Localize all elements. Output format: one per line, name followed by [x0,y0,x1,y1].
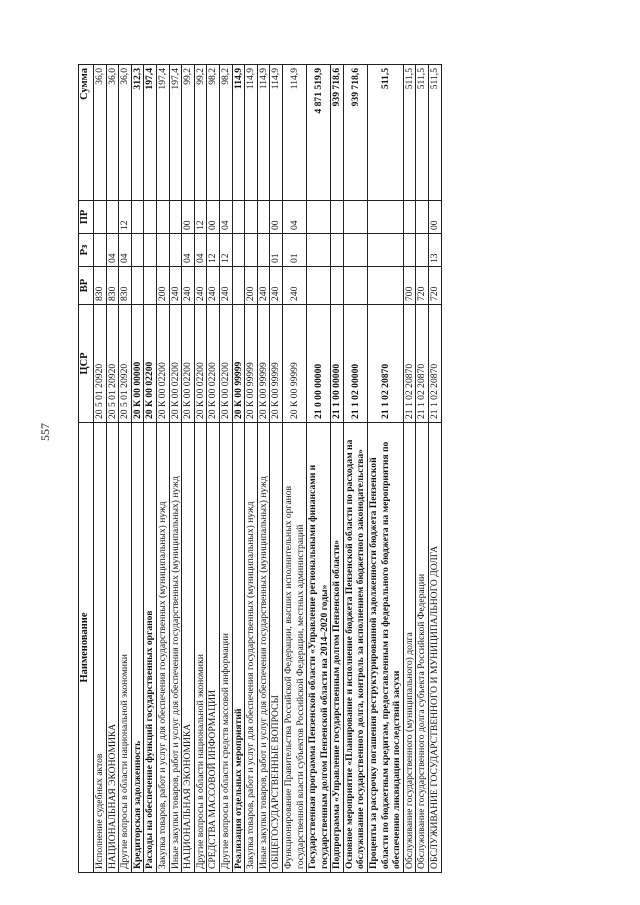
cell-csr: 20 5 01 20920 [94,305,107,423]
table-row [245,65,258,873]
table-row [403,65,416,873]
cell-rz [131,234,144,267]
cell-sum: 98,2 [219,65,232,201]
cell-rz [416,234,429,267]
cell-sum: 36,0 [119,65,132,201]
cell-rz [368,234,404,267]
table-row [416,65,429,873]
cell-csr: 20 К 00 99999 [245,305,258,423]
cell-pr [257,201,270,234]
cell-rz: 13 [429,234,442,267]
cell-name: Подпрограмма «Управление государственным долгом Пензенской области» [331,423,344,873]
table-row [219,65,232,873]
cell-vr: 830 [94,267,107,305]
cell-csr: 20 К 00 02200 [194,305,207,423]
cell-vr: 830 [106,267,119,305]
cell-name: Реализация отдельных мероприятий [232,423,245,873]
cell-csr: 21 1 02 20870 [403,305,416,423]
cell-name: Иные закупки товаров, работ и услуг для обеспечения государственных (муниципальных) нужд [169,423,182,873]
cell-pr: 00 [270,201,283,234]
cell-rz: 04 [119,234,132,267]
cell-vr [368,267,404,305]
cell-sum: 114,9 [232,65,245,201]
header-csr: ЦСР [79,305,94,423]
cell-pr [368,201,404,234]
cell-vr: 240 [219,267,232,305]
cell-vr: 240 [257,267,270,305]
cell-name: НАЦИОНАЛЬНАЯ ЭКОНОМИКА [182,423,195,873]
cell-csr: 20 К 00 02200 [156,305,169,423]
cell-pr [343,201,367,234]
cell-name: Государственная программа Пензенской области «Управление региональными финансами и государственным долгом Пензенской области на 2014–2020 годы» [307,423,331,873]
table-row [429,65,442,873]
cell-name: Закупка товаров, работ и услуг для обеспечения государственных (муниципальных) нужд [245,423,258,873]
cell-vr [144,267,157,305]
cell-name: Основное мероприятие «Планирование и исполнение бюджета Пензенской области по расходам на обслуживание государственного долга, контроль за исполнением бюджетного законодательства» [343,423,367,873]
cell-name: Обслуживание государственного (муниципального) долга [403,423,416,873]
cell-csr: 21 1 00 00000 [331,305,344,423]
table-row [282,65,306,873]
cell-pr [94,201,107,234]
table-row [257,65,270,873]
cell-sum: 114,9 [257,65,270,201]
cell-sum: 197,4 [169,65,182,201]
cell-pr: 00 [429,201,442,234]
cell-pr [106,201,119,234]
cell-pr [416,201,429,234]
table-row [106,65,119,873]
cell-sum: 939 718,6 [343,65,367,201]
table-row [144,65,157,873]
cell-csr: 20 К 00 99999 [270,305,283,423]
cell-pr [156,201,169,234]
table-header-row [79,65,94,873]
cell-rz: 04 [194,234,207,267]
cell-sum: 511,5 [416,65,429,201]
cell-rz: 04 [106,234,119,267]
cell-vr: 200 [245,267,258,305]
table-row [194,65,207,873]
table-row [307,65,331,873]
table-row [270,65,283,873]
table-row [156,65,169,873]
cell-pr [232,201,245,234]
cell-sum: 939 718,6 [331,65,344,201]
cell-name: НАЦИОНАЛЬНАЯ ЭКОНОМИКА [106,423,119,873]
cell-sum: 197,4 [156,65,169,201]
table-row [94,65,107,873]
cell-rz: 12 [219,234,232,267]
table-row [169,65,182,873]
cell-rz [331,234,344,267]
cell-rz: 04 [182,234,195,267]
cell-csr: 21 0 00 00000 [307,305,331,423]
cell-csr: 21 1 02 00000 [343,305,367,423]
cell-vr: 830 [119,267,132,305]
cell-sum: 114,9 [245,65,258,201]
cell-pr: 12 [194,201,207,234]
cell-vr: 700 [403,267,416,305]
table-row [368,65,404,873]
cell-vr: 200 [156,267,169,305]
cell-vr: 240 [282,267,306,305]
cell-rz [403,234,416,267]
cell-name: Исполнение судебных актов [94,423,107,873]
cell-sum: 511,5 [403,65,416,201]
cell-name: СРЕДСТВА МАССОВОЙ ИНФОРМАЦИИ [207,423,220,873]
cell-csr: 20 5 01 20920 [119,305,132,423]
cell-pr [403,201,416,234]
table-row [331,65,344,873]
cell-name: Обслуживание государственного долга субъекта Российской Федерации [416,423,429,873]
cell-name: Другие вопросы в области национальной экономики [119,423,132,873]
cell-pr: 00 [182,201,195,234]
cell-vr [232,267,245,305]
cell-csr: 21 1 02 20870 [429,305,442,423]
cell-pr: 04 [219,201,232,234]
cell-sum: 511,5 [429,65,442,201]
cell-name: Расходы на обеспечение функций государственных органов [144,423,157,873]
header-vr: ВР [79,267,94,305]
header-pr: ПР [79,201,94,234]
cell-name: ОБСЛУЖИВАНИЕ ГОСУДАРСТВЕННОГО И МУНИЦИПАЛЬНОГО ДОЛГА [429,423,442,873]
cell-name: Функционирование Правительства Российской Федерации, высших исполнительных органов государственной власти субъектов Российской Федерации, местных администраций [282,423,306,873]
cell-name: Проценты за рассрочку погашения реструктурированной задолженности бюджета Пензенской области по бюджетным кредитам, предоставленным из федерального бюджета на мероприятия по обеспечению ликвидации последствий засухи [368,423,404,873]
cell-csr: 20 К 00 02200 [182,305,195,423]
cell-csr: 20 К 00 00000 [131,305,144,423]
rotated-table-container [78,65,568,873]
cell-pr [131,201,144,234]
cell-sum: 4 871 519,9 [307,65,331,201]
cell-name: Иные закупки товаров, работ и услуг для обеспечения государственных (муниципальных) нужд [257,423,270,873]
cell-csr: 20 К 00 99999 [232,305,245,423]
cell-pr [331,201,344,234]
cell-vr: 240 [194,267,207,305]
budget-table [78,64,442,873]
cell-csr: 21 1 02 20870 [368,305,404,423]
cell-sum: 197,4 [144,65,157,201]
cell-pr [169,201,182,234]
cell-csr: 20 5 01 20920 [106,305,119,423]
cell-rz [156,234,169,267]
header-name: Наименование [79,423,94,873]
cell-vr [307,267,331,305]
cell-sum: 98,2 [207,65,220,201]
cell-rz [169,234,182,267]
cell-vr: 240 [182,267,195,305]
cell-sum: 99,2 [182,65,195,201]
table-row [182,65,195,873]
cell-csr: 20 К 00 99999 [282,305,306,423]
table-body [94,65,442,873]
cell-pr: 12 [119,201,132,234]
cell-sum: 99,2 [194,65,207,201]
cell-rz [307,234,331,267]
cell-vr [131,267,144,305]
cell-name: Кредиторская задолженность [131,423,144,873]
cell-rz [94,234,107,267]
cell-rz [257,234,270,267]
cell-sum: 312,3 [131,65,144,201]
cell-rz: 01 [282,234,306,267]
cell-csr: 20 К 00 02200 [219,305,232,423]
cell-rz [343,234,367,267]
cell-pr: 00 [207,201,220,234]
cell-sum: 511,5 [368,65,404,201]
cell-csr: 20 К 00 02200 [207,305,220,423]
cell-rz [232,234,245,267]
cell-sum: 36,0 [94,65,107,201]
table-row [343,65,367,873]
table-row [207,65,220,873]
cell-rz [144,234,157,267]
cell-pr: 04 [282,201,306,234]
header-rz: Рз [79,234,94,267]
cell-vr: 240 [169,267,182,305]
cell-csr: 21 1 02 20870 [416,305,429,423]
cell-pr [144,201,157,234]
cell-vr: 720 [416,267,429,305]
cell-vr: 240 [207,267,220,305]
cell-sum: 114,9 [270,65,283,201]
cell-name: ОБЩЕГОСУДАРСТВЕННЫЕ ВОПРОСЫ [270,423,283,873]
cell-vr: 240 [270,267,283,305]
cell-rz [245,234,258,267]
cell-name: Другие вопросы в области средств массовой информации [219,423,232,873]
cell-rz: 12 [207,234,220,267]
table-row [131,65,144,873]
cell-name: Закупка товаров, работ и услуг для обеспечения государственных (муниципальных) нужд [156,423,169,873]
header-sum: Сумма [79,65,94,201]
cell-sum: 114,9 [282,65,306,201]
cell-vr [343,267,367,305]
cell-name: Другие вопросы в области национальной экономики [194,423,207,873]
page-number: 557 [38,423,52,441]
table-row [119,65,132,873]
cell-vr: 720 [429,267,442,305]
table-row [232,65,245,873]
cell-rz: 01 [270,234,283,267]
cell-sum: 36,0 [106,65,119,201]
cell-csr: 20 К 00 02200 [144,305,157,423]
cell-csr: 20 К 00 02200 [169,305,182,423]
cell-vr [331,267,344,305]
cell-pr [245,201,258,234]
cell-csr: 20 К 00 99999 [257,305,270,423]
cell-pr [307,201,331,234]
